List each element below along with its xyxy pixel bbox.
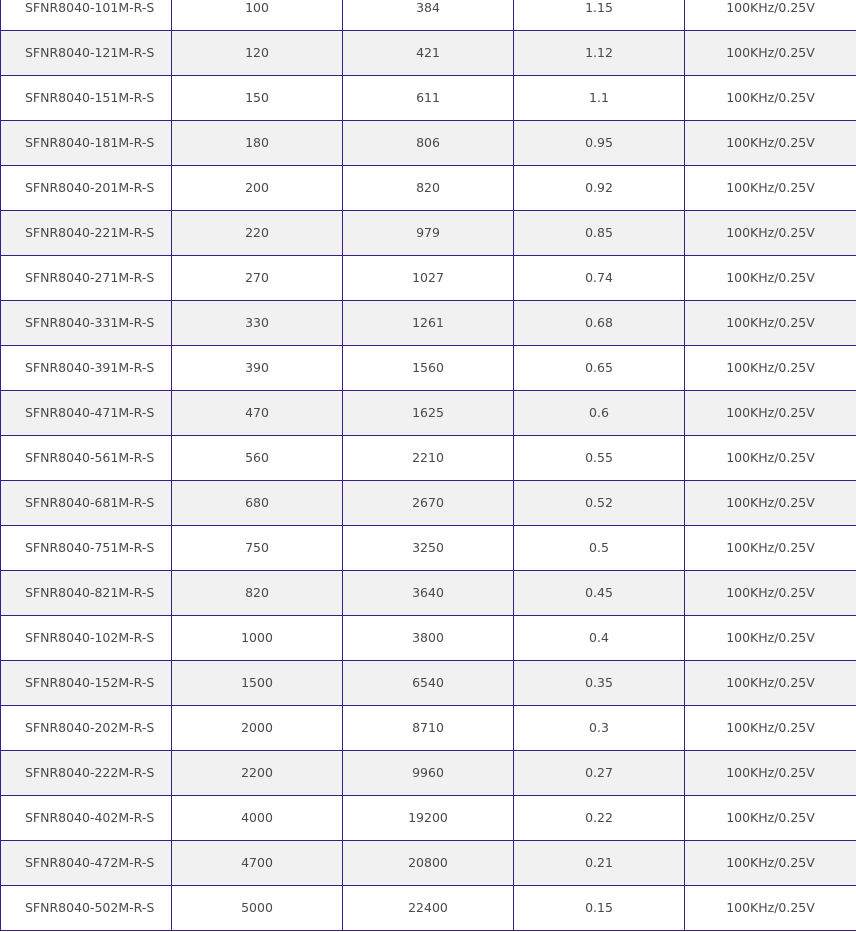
inductance-cell: 100 [172,0,343,31]
part-number-cell: SFNR8040-201M-R-S [1,166,172,211]
table-row [1,616,856,661]
test-condition-cell: 100KHz/0.25V [685,31,856,76]
inductance-cell: 1500 [172,661,343,706]
resistance-cell: 1560 [343,346,514,391]
current-cell: 0.35 [514,661,685,706]
table-row [1,76,856,121]
test-condition-cell: 100KHz/0.25V [685,0,856,31]
part-number-cell: SFNR8040-681M-R-S [1,481,172,526]
table-row [1,121,856,166]
table-row [1,706,856,751]
inductance-cell: 2000 [172,706,343,751]
table-row [1,751,856,796]
current-cell: 1.12 [514,31,685,76]
current-cell: 0.55 [514,436,685,481]
table-body [1,0,856,931]
inductance-cell: 330 [172,301,343,346]
test-condition-cell: 100KHz/0.25V [685,166,856,211]
inductance-cell: 4000 [172,796,343,841]
resistance-cell: 1027 [343,256,514,301]
inductance-cell: 150 [172,76,343,121]
inductance-cell: 680 [172,481,343,526]
resistance-cell: 19200 [343,796,514,841]
part-number-cell: SFNR8040-391M-R-S [1,346,172,391]
resistance-cell: 421 [343,31,514,76]
part-number-cell: SFNR8040-502M-R-S [1,886,172,931]
inductance-cell: 470 [172,391,343,436]
part-number-cell: SFNR8040-121M-R-S [1,31,172,76]
current-cell: 0.4 [514,616,685,661]
test-condition-cell: 100KHz/0.25V [685,796,856,841]
part-number-cell: SFNR8040-221M-R-S [1,211,172,256]
inductance-cell: 270 [172,256,343,301]
current-cell: 0.68 [514,301,685,346]
test-condition-cell: 100KHz/0.25V [685,76,856,121]
current-cell: 0.92 [514,166,685,211]
resistance-cell: 20800 [343,841,514,886]
table-row [1,391,856,436]
current-cell: 1.15 [514,0,685,31]
current-cell: 0.65 [514,346,685,391]
current-cell: 0.21 [514,841,685,886]
inductance-cell: 560 [172,436,343,481]
resistance-cell: 384 [343,0,514,31]
inductance-cell: 2200 [172,751,343,796]
resistance-cell: 9960 [343,751,514,796]
part-number-cell: SFNR8040-471M-R-S [1,391,172,436]
test-condition-cell: 100KHz/0.25V [685,391,856,436]
part-number-cell: SFNR8040-222M-R-S [1,751,172,796]
part-number-cell: SFNR8040-202M-R-S [1,706,172,751]
table-row [1,301,856,346]
part-number-cell: SFNR8040-102M-R-S [1,616,172,661]
inductance-cell: 120 [172,31,343,76]
part-number-cell: SFNR8040-271M-R-S [1,256,172,301]
test-condition-cell: 100KHz/0.25V [685,661,856,706]
test-condition-cell: 100KHz/0.25V [685,436,856,481]
resistance-cell: 1261 [343,301,514,346]
current-cell: 0.22 [514,796,685,841]
part-number-cell: SFNR8040-821M-R-S [1,571,172,616]
test-condition-cell: 100KHz/0.25V [685,121,856,166]
current-cell: 0.3 [514,706,685,751]
part-number-cell: SFNR8040-331M-R-S [1,301,172,346]
test-condition-cell: 100KHz/0.25V [685,751,856,796]
inductance-cell: 4700 [172,841,343,886]
table-row [1,346,856,391]
current-cell: 0.15 [514,886,685,931]
part-number-cell: SFNR8040-152M-R-S [1,661,172,706]
table-row [1,886,856,931]
part-number-cell: SFNR8040-101M-R-S [1,0,172,31]
table-row [1,0,856,31]
current-cell: 0.45 [514,571,685,616]
test-condition-cell: 100KHz/0.25V [685,706,856,751]
test-condition-cell: 100KHz/0.25V [685,256,856,301]
inductance-cell: 200 [172,166,343,211]
current-cell: 0.52 [514,481,685,526]
test-condition-cell: 100KHz/0.25V [685,346,856,391]
resistance-cell: 3250 [343,526,514,571]
current-cell: 1.1 [514,76,685,121]
inductance-cell: 820 [172,571,343,616]
resistance-cell: 6540 [343,661,514,706]
table-row [1,661,856,706]
resistance-cell: 22400 [343,886,514,931]
inductance-cell: 390 [172,346,343,391]
current-cell: 0.85 [514,211,685,256]
table-row [1,526,856,571]
resistance-cell: 3640 [343,571,514,616]
table-row [1,31,856,76]
table-row [1,166,856,211]
inductance-cell: 5000 [172,886,343,931]
table-row [1,481,856,526]
current-cell: 0.27 [514,751,685,796]
resistance-cell: 820 [343,166,514,211]
test-condition-cell: 100KHz/0.25V [685,571,856,616]
inductance-cell: 750 [172,526,343,571]
test-condition-cell: 100KHz/0.25V [685,481,856,526]
resistance-cell: 8710 [343,706,514,751]
current-cell: 0.6 [514,391,685,436]
part-number-cell: SFNR8040-751M-R-S [1,526,172,571]
resistance-cell: 806 [343,121,514,166]
resistance-cell: 2670 [343,481,514,526]
inductance-cell: 220 [172,211,343,256]
inductance-cell: 180 [172,121,343,166]
test-condition-cell: 100KHz/0.25V [685,526,856,571]
table-row [1,841,856,886]
test-condition-cell: 100KHz/0.25V [685,886,856,931]
resistance-cell: 2210 [343,436,514,481]
resistance-cell: 611 [343,76,514,121]
table-row [1,211,856,256]
current-cell: 0.74 [514,256,685,301]
current-cell: 0.5 [514,526,685,571]
part-number-cell: SFNR8040-561M-R-S [1,436,172,481]
test-condition-cell: 100KHz/0.25V [685,211,856,256]
test-condition-cell: 100KHz/0.25V [685,301,856,346]
part-number-cell: SFNR8040-472M-R-S [1,841,172,886]
resistance-cell: 979 [343,211,514,256]
part-number-cell: SFNR8040-402M-R-S [1,796,172,841]
table-row [1,571,856,616]
part-number-cell: SFNR8040-181M-R-S [1,121,172,166]
test-condition-cell: 100KHz/0.25V [685,616,856,661]
table-row [1,436,856,481]
part-number-cell: SFNR8040-151M-R-S [1,76,172,121]
current-cell: 0.95 [514,121,685,166]
table-row [1,256,856,301]
table-row [1,796,856,841]
resistance-cell: 1625 [343,391,514,436]
inductance-cell: 1000 [172,616,343,661]
test-condition-cell: 100KHz/0.25V [685,841,856,886]
resistance-cell: 3800 [343,616,514,661]
